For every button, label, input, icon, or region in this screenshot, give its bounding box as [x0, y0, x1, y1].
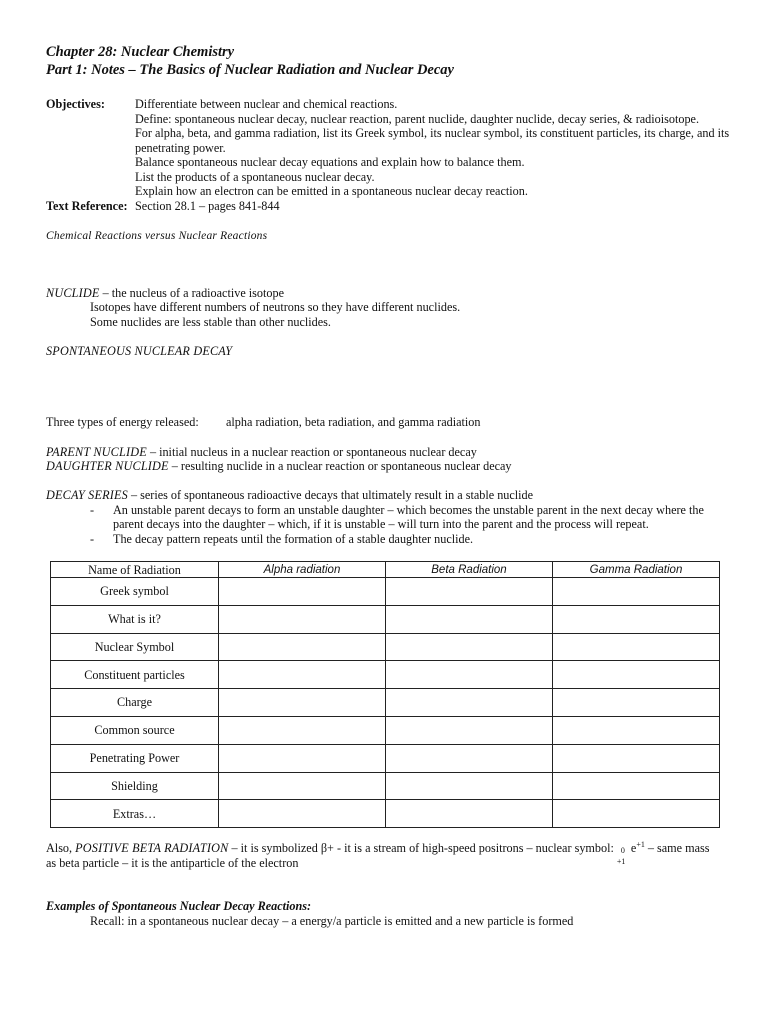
positron-sup: +1	[636, 839, 645, 849]
table-row	[51, 578, 720, 606]
header-name-of-radiation: Name of Radiation	[51, 562, 219, 578]
daughter-nuclide-definition	[46, 459, 512, 474]
text-reference-value: Section 28.1 – pages 841-844	[135, 199, 280, 213]
positive-beta-term: POSITIVE BETA RADIATION	[75, 841, 229, 855]
table-row	[51, 772, 720, 800]
blank-cell[interactable]	[553, 689, 720, 717]
chapter-title: Chapter 28: Nuclear Chemistry	[46, 44, 235, 60]
blank-cell[interactable]	[219, 772, 386, 800]
blank-cell[interactable]	[219, 689, 386, 717]
objective-item: Balance spontaneous nuclear decay equations and explain how to balance them.	[135, 155, 525, 169]
blank-cell[interactable]	[553, 578, 720, 606]
blank-cell[interactable]	[553, 744, 720, 772]
bullet-dash: -	[90, 503, 95, 517]
blank-cell[interactable]	[553, 605, 720, 633]
table-row	[51, 633, 720, 661]
row-label: Common source	[51, 716, 219, 744]
blank-cell[interactable]	[219, 744, 386, 772]
parent-term: PARENT NUCLIDE	[46, 445, 147, 459]
row-label: Greek symbol	[51, 578, 219, 606]
decay-bullet-2: The decay pattern repeats until the formation of a stable daughter nuclide.	[113, 532, 474, 546]
row-label: Extras…	[51, 800, 219, 828]
row-label: Constituent particles	[51, 661, 219, 689]
objectives-list	[135, 97, 755, 199]
table-row	[51, 661, 720, 689]
blank-cell[interactable]	[553, 633, 720, 661]
blank-cell[interactable]	[386, 772, 553, 800]
nuclide-line-2: Some nuclides are less stable than other nuclides.	[90, 315, 331, 329]
row-label: Charge	[51, 689, 219, 717]
positron-mass-number: 0	[620, 846, 625, 855]
blank-cell[interactable]	[386, 578, 553, 606]
header-beta: Beta Radiation	[386, 562, 553, 578]
nuclide-definition	[46, 286, 284, 301]
table-row	[51, 689, 720, 717]
blank-cell[interactable]	[219, 578, 386, 606]
text-reference-label: Text Reference:	[46, 199, 128, 213]
decay-term: DECAY SERIES	[46, 488, 128, 502]
blank-cell[interactable]	[553, 716, 720, 744]
row-label: Shielding	[51, 772, 219, 800]
blank-cell[interactable]	[219, 716, 386, 744]
daughter-term: DAUGHTER NUCLIDE	[46, 459, 169, 473]
daughter-def: – resulting nuclide in a nuclear reaction or spontaneous nuclear decay	[168, 459, 512, 473]
energy-value: alpha radiation, beta radiation, and gamma radiation	[226, 415, 481, 429]
objective-item: Differentiate between nuclear and chemical reactions.	[135, 97, 398, 111]
decay-bullet-1b: parent decays into the daughter – which, if it is unstable – will turn into the parent and the process will repeat.	[113, 517, 649, 531]
radiation-table	[50, 561, 720, 828]
energy-label: Three types of energy released:	[46, 415, 199, 429]
objectives-label: Objectives:	[46, 97, 105, 111]
objective-item: Define: spontaneous nuclear decay, nuclear reaction, parent nuclide, daughter nuclide, decay series, & radioisotope.	[135, 111, 700, 126]
blank-cell[interactable]	[386, 605, 553, 633]
part-title: Part 1: Notes – The Basics of Nuclear Radiation and Nuclear Decay	[46, 62, 454, 78]
table-header-row	[51, 562, 720, 578]
examples-heading: Examples of Spontaneous Nuclear Decay Reactions:	[46, 899, 312, 913]
examples-recall: Recall: in a spontaneous nuclear decay – a energy/a particle is emitted and a new particle is formed	[90, 914, 574, 928]
table-row	[51, 744, 720, 772]
blank-cell[interactable]	[219, 800, 386, 828]
positron-charge-number: +1	[616, 857, 626, 866]
blank-cell[interactable]	[219, 633, 386, 661]
blank-cell[interactable]	[386, 689, 553, 717]
section-chem-vs-nuclear: Chemical Reactions versus Nuclear Reactions	[46, 230, 268, 242]
positron-e: e	[630, 841, 637, 855]
parent-def: – initial nucleus in a nuclear reaction or spontaneous nuclear decay	[146, 445, 477, 459]
row-label: Penetrating Power	[51, 744, 219, 772]
decay-def: – series of spontaneous radioactive decays that ultimately result in a stable nuclide	[127, 488, 534, 502]
blank-cell[interactable]	[386, 661, 553, 689]
blank-cell[interactable]	[553, 661, 720, 689]
blank-cell[interactable]	[553, 772, 720, 800]
blank-cell[interactable]	[386, 744, 553, 772]
objective-item: List the products of a spontaneous nuclear decay.	[135, 169, 375, 184]
header-gamma: Gamma Radiation	[553, 562, 720, 578]
blank-cell[interactable]	[386, 800, 553, 828]
objective-item: For alpha, beta, and gamma radiation, list its Greek symbol, its nuclear symbol, its constituent particles, its charge, and its penetrating power.	[135, 126, 730, 155]
blank-cell[interactable]	[386, 716, 553, 744]
parent-nuclide-definition	[46, 445, 477, 460]
header-alpha: Alpha radiation	[219, 562, 386, 578]
row-label: What is it?	[51, 605, 219, 633]
positive-beta-line-2: as beta particle – it is the antiparticle of the electron	[46, 856, 299, 870]
positive-beta-prefix: Also,	[46, 841, 76, 855]
row-label: Nuclear Symbol	[51, 633, 219, 661]
blank-cell[interactable]	[219, 661, 386, 689]
objective-item: Explain how an electron can be emitted in a spontaneous nuclear decay reaction.	[135, 184, 528, 198]
positive-beta-text2: – same mass	[644, 841, 710, 855]
positive-beta-text1: – it is symbolized β+ - it is a stream of high-speed positrons – nuclear symbol:	[228, 841, 617, 855]
table-row	[51, 800, 720, 828]
table-row	[51, 605, 720, 633]
blank-cell[interactable]	[386, 633, 553, 661]
nuclide-line-1: Isotopes have different numbers of neutrons so they have different nuclides.	[90, 300, 461, 314]
decay-series-definition	[46, 488, 533, 503]
table-row	[51, 716, 720, 744]
decay-bullet-1a: An unstable parent decays to form an unstable daughter – which becomes the unstable parent in the next decay where the	[113, 503, 704, 517]
nuclide-def: – the nucleus of a radioactive isotope	[99, 286, 284, 300]
blank-cell[interactable]	[553, 800, 720, 828]
bullet-dash: -	[90, 532, 95, 546]
section-spontaneous-decay: SPONTANEOUS NUCLEAR DECAY	[46, 344, 233, 358]
blank-cell[interactable]	[219, 605, 386, 633]
nuclide-term: NUCLIDE	[46, 286, 100, 300]
